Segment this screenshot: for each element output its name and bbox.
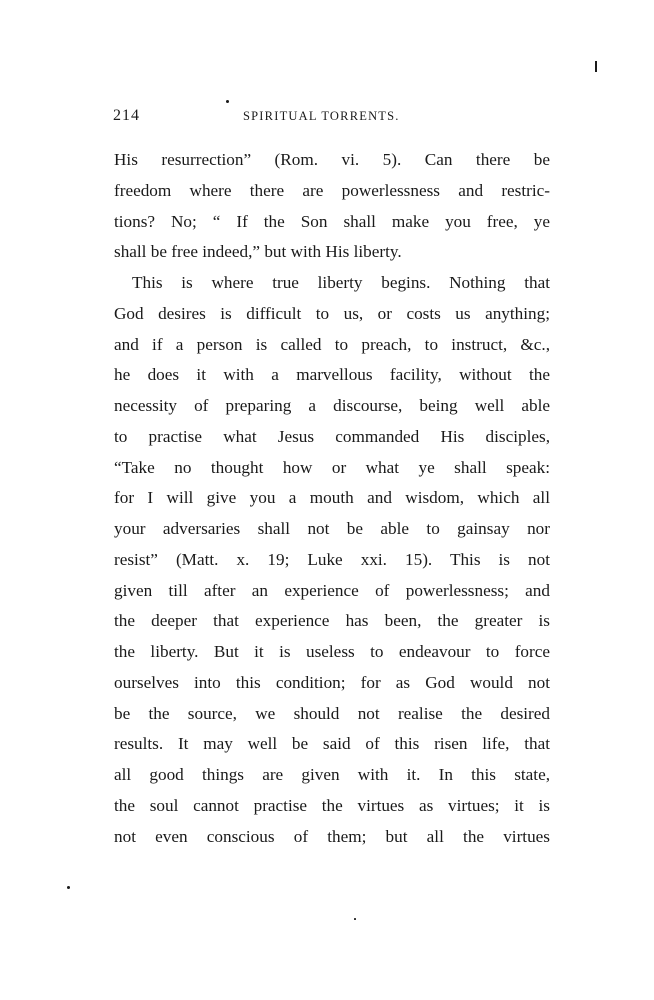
- page-number: 214: [113, 107, 140, 124]
- header-ink-dot: [226, 100, 229, 103]
- text-line: the liberty. But it is useless to endeavour to force: [114, 642, 550, 661]
- text-line: not even conscious of them; but all the virtues: [114, 826, 550, 846]
- text-line: resist” (Matt. x. 19; Luke xxi. 15). This is not: [114, 549, 550, 569]
- text-line: all good things are given with it. In this state,: [114, 765, 550, 784]
- text-line: “Take no thought how or what ye shall speak:: [114, 457, 550, 477]
- text-line: His resurrection” (Rom. vi. 5). Can there be: [114, 150, 550, 169]
- scan-mark: [67, 886, 70, 889]
- body-text: [114, 145, 550, 852]
- text-line: for I will give you a mouth and wisdom, which all: [114, 488, 550, 508]
- text-line: to practise what Jesus commanded His disciples,: [114, 426, 550, 446]
- text-line: ourselves into this condition; for as God would not: [114, 672, 550, 692]
- text-line: and if a person is called to preach, to instruct, &c.,: [114, 334, 550, 354]
- text-line: God desires is difficult to us, or costs us anything;: [114, 303, 550, 323]
- page-header: [113, 107, 553, 131]
- scan-mark: [354, 918, 356, 920]
- text-line: he does it with a marvellous facility, without the: [114, 365, 550, 385]
- text-line: your adversaries shall not be able to gainsay nor: [114, 519, 550, 538]
- text-line: shall be free indeed,” but with His liberty.: [114, 242, 402, 262]
- text-line: tions? No; “ If the Son shall make you free, ye: [114, 211, 550, 231]
- text-line: the soul cannot practise the virtues as virtues; it is: [114, 795, 550, 815]
- scan-mark: [595, 61, 597, 72]
- text-line: results. It may well be said of this risen life, that: [114, 734, 550, 754]
- text-line: given till after an experience of powerlessness; and: [114, 580, 550, 600]
- text-line: necessity of preparing a discourse, being well able: [114, 396, 550, 415]
- text-line: be the source, we should not realise the desired: [114, 703, 550, 723]
- running-title: SPIRITUAL TORRENTS.: [243, 109, 400, 123]
- text-line: the deeper that experience has been, the greater is: [114, 611, 550, 631]
- text-line: freedom where there are powerlessness and restric-: [114, 180, 550, 200]
- text-line: This is where true liberty begins. Nothing that: [132, 273, 550, 292]
